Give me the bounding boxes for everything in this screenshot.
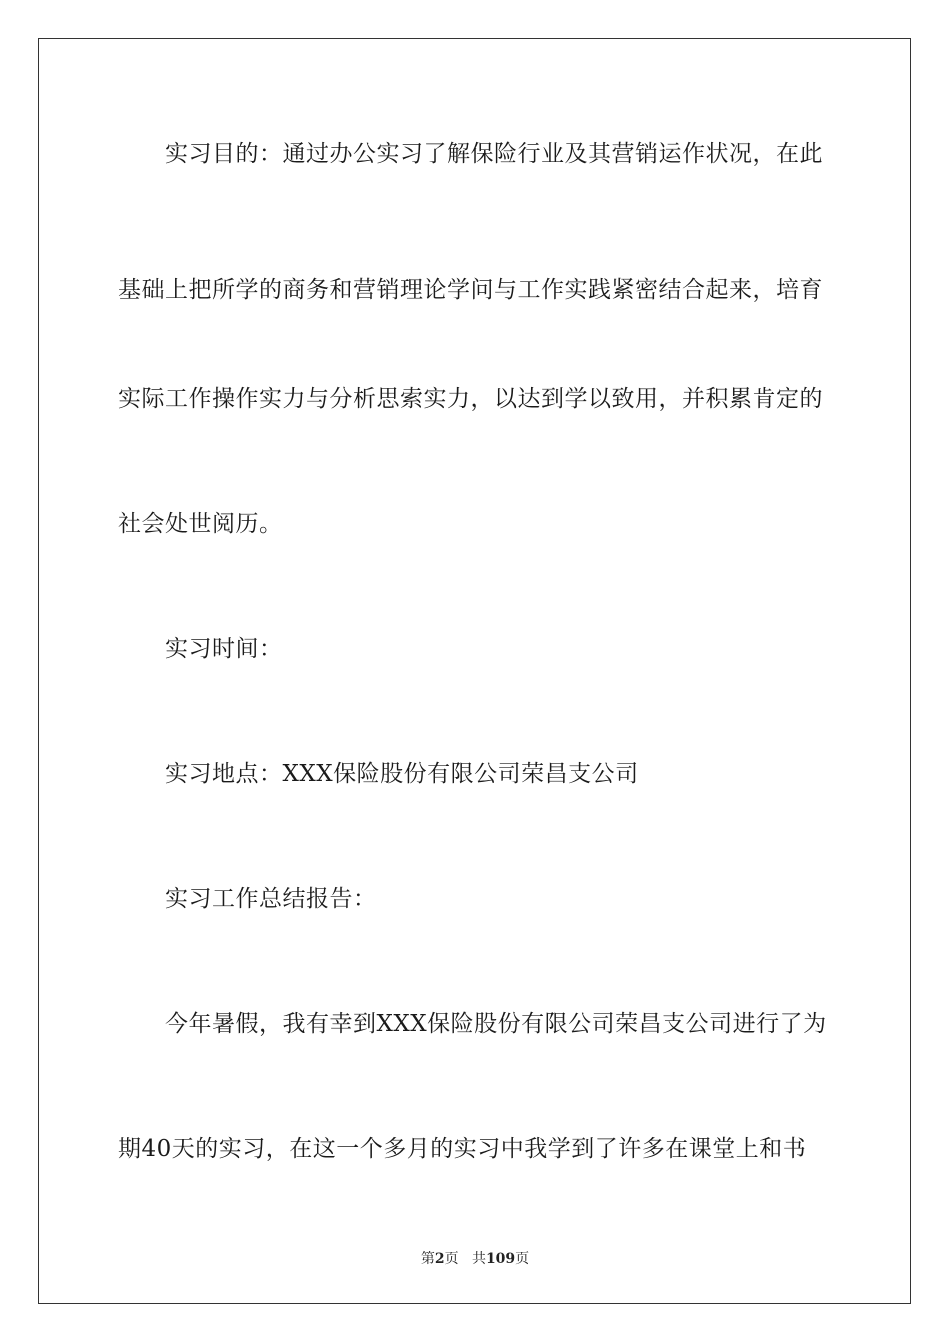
paragraph-line: 期40天的实习，在这一个多月的实习中我学到了许多在课堂上和书 xyxy=(118,1136,807,1162)
page-border xyxy=(38,38,911,1304)
total-pages: 109 xyxy=(485,1251,516,1267)
paragraph-line: 实习工作总结报告： xyxy=(165,886,377,912)
total-prefix: 共 xyxy=(471,1251,486,1267)
paragraph-line: 实习时间： xyxy=(165,636,283,662)
page-prefix: 第 xyxy=(420,1251,435,1267)
paragraph-line: 社会处世阅历。 xyxy=(118,511,283,537)
page-footer xyxy=(0,1248,950,1268)
paragraph-line: 实习目的：通过办公实习了解保险行业及其营销运作状况，在此 xyxy=(165,141,823,167)
page-number: 2 xyxy=(434,1251,445,1267)
paragraph-line: 实际工作操作实力与分析思索实力，以达到学以致用，并积累肯定的 xyxy=(118,386,823,412)
page-suffix: 页 xyxy=(444,1251,459,1267)
paragraph-line: 基础上把所学的商务和营销理论学问与工作实践紧密结合起来，培育 xyxy=(118,277,823,303)
total-suffix: 页 xyxy=(515,1251,530,1267)
paragraph-line: 实习地点：XXX保险股份有限公司荣昌支公司 xyxy=(165,761,639,787)
paragraph-line: 今年暑假，我有幸到XXX保险股份有限公司荣昌支公司进行了为 xyxy=(165,1011,827,1037)
